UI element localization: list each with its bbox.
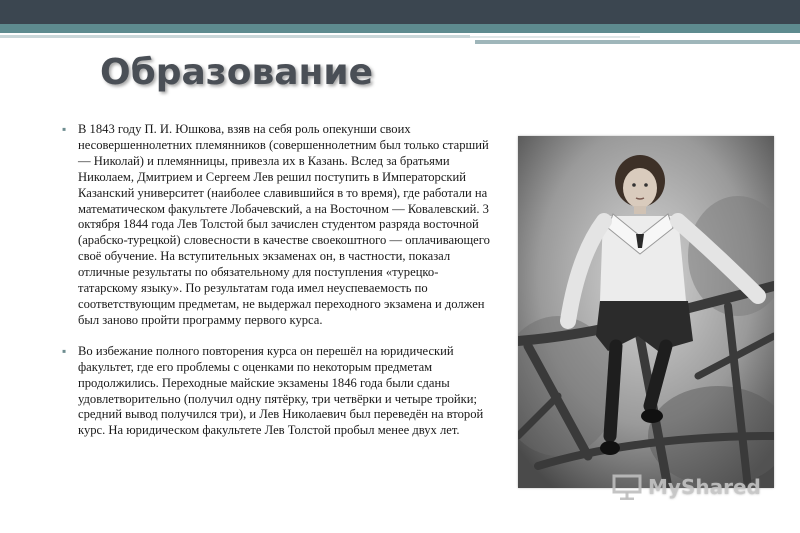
slide-title: Образование (100, 52, 374, 93)
bullet-text: В 1843 году П. И. Юшкова, взяв на себя роль опекунши своих несовершеннолетних племянников (совершеннолетним был только старший — Николай) и племянницы, привезла их в Казань. Вслед за братьями Николаем, Дмитрием и Сергеем Лев решил поступить в Императорский Казанский университет (наиболее славившийся в то время), где работали на математическом факультете Лобачевский, а на Восточном — Ковалевский. 3 октября 1844 года Лев Толстой был зачислен студентом разряда восточной (арабско-турецкой) словесности в качестве своекоштного — оплачивающего своё обучение. На вступительных экзаменах он, в частности, показал отличные результаты по обязательному для поступления «турецко-татарскому языку». По результатам года имел неуспеваемость по соответствующим предметам, не выдержал переходного экзамена и должен был заново пройти программу первого курса. (78, 122, 490, 327)
watermark (612, 470, 761, 504)
watermark-text: MyShared (648, 475, 761, 499)
bullet-item (62, 344, 494, 439)
slide-body (62, 122, 494, 454)
presentation-board-icon (612, 474, 642, 500)
boy-photo-illustration (518, 136, 774, 488)
bullet-marker: ▪ (62, 122, 67, 136)
bullet-text: Во избежание полного повторения курса он перешёл на юридический факультет, где его проблемы с оценками по некоторым предметам продолжились. Переходные майские экзамены 1846 года были сданы удовлетворительно (получил одну пятёрку, три четвёрки и четыре тройки; средний вывод получился три), и Лев Николаевич был переведён на второй курс. На юридическом факультете Лев Толстой пробыл менее двух лет. (78, 343, 484, 438)
bullet-marker: ▪ (62, 343, 67, 358)
header-dark-band (0, 0, 800, 24)
bullet-item (62, 122, 494, 329)
portrait-photo (518, 136, 774, 488)
header-teal-band (0, 24, 800, 33)
header-accent-line (0, 35, 470, 38)
header-accent-line (470, 36, 640, 38)
header-accent-line (475, 40, 800, 44)
